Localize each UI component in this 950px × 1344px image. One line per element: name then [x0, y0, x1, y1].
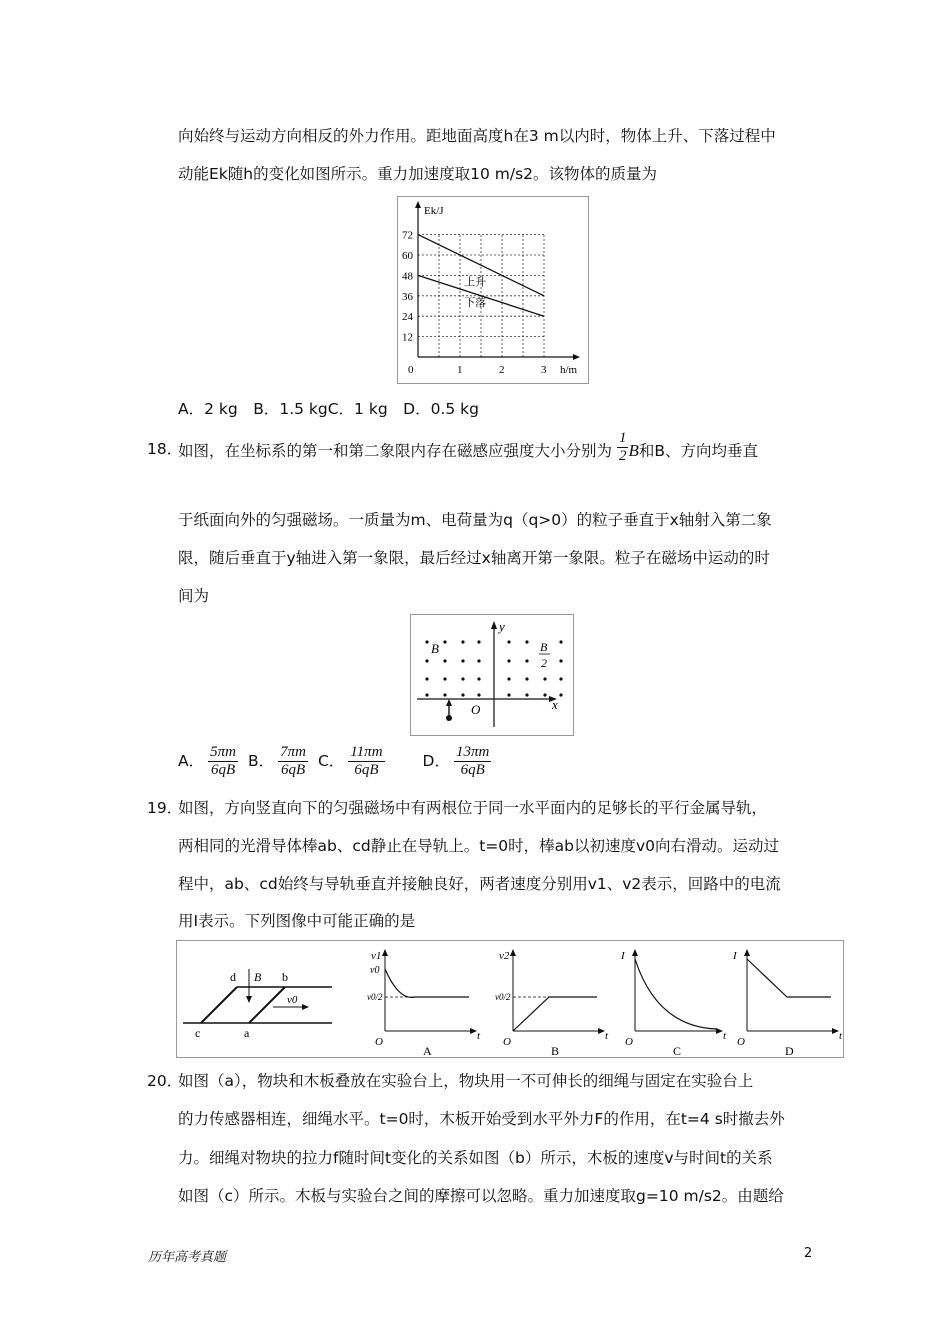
q19-text-line3: 程中，ab、cd始终与导轨垂直并接触良好，两者速度分别用v1、v2表示，回路中的电流 — [178, 875, 781, 893]
particle — [446, 715, 452, 721]
q18-text-line1 — [178, 430, 758, 465]
series-label-0: 上升 — [464, 276, 487, 289]
magnetic-field-svg — [411, 615, 573, 735]
y-tick-60: 60 — [402, 250, 413, 262]
footer-title: 历年高考真题 — [148, 1250, 227, 1265]
graph-origin-A: O — [375, 1036, 383, 1048]
half-fraction-den: 2 — [618, 448, 627, 464]
ek-x-arrow — [573, 354, 580, 360]
graph-x-label-D: t — [839, 1030, 843, 1042]
graph-option-label-D: D — [785, 1044, 794, 1057]
field-dot — [425, 693, 428, 696]
graph-d-curve — [747, 959, 831, 997]
particle-arrow — [446, 699, 452, 706]
field-dot — [525, 659, 528, 662]
q18-option-letter: D． — [422, 752, 450, 770]
q20-text-line1: 如图（a），物块和木板叠放在实验台上，物块用一不可伸长的细绳与固定在实验台上 — [178, 1072, 754, 1090]
q20-number: 20． — [147, 1072, 183, 1090]
q19-number: 19． — [147, 799, 183, 817]
graph-x-arrow-D — [832, 1028, 839, 1034]
q18-text-line3: 限，随后垂直于y轴进入第一象限，最后经过x轴离开第一象限。粒子在磁场中运动的时 — [178, 549, 770, 567]
q18-option-num: 5πm — [210, 744, 236, 760]
graph-origin-C: O — [625, 1036, 633, 1048]
label-b: b — [282, 970, 288, 984]
b-half-num: B — [540, 640, 548, 654]
q18-options — [178, 744, 495, 784]
field-dot — [425, 677, 428, 680]
graph-a-half: v0/2 — [367, 992, 383, 1002]
ek-h-chart-svg — [398, 197, 588, 383]
x-tick-2: 2 — [499, 364, 505, 376]
q18-option-den: 6qB — [280, 762, 306, 778]
graph-x-arrow-C — [716, 1028, 723, 1034]
x-tick-1: 1 — [457, 364, 463, 376]
graph-y-arrow-C — [632, 949, 638, 956]
field-dot — [461, 677, 464, 680]
field-dot — [461, 640, 464, 643]
field-dot — [559, 693, 562, 696]
graph-y-label-A: v1 — [371, 950, 382, 962]
field-b-arrowhead — [246, 996, 252, 1003]
field-dot — [461, 659, 464, 662]
field-dot — [525, 677, 528, 680]
q18-option-num: 11πm — [350, 744, 383, 760]
b-half-den: 2 — [541, 656, 547, 670]
label-a: a — [244, 1026, 250, 1040]
q18-option-den: 6qB — [354, 762, 379, 778]
y-tick-12: 12 — [402, 331, 413, 344]
field-dot — [525, 640, 528, 643]
q18-option-letter: C． — [317, 752, 345, 770]
graph-x-label-B: t — [605, 1030, 609, 1042]
rails-and-graphs-figure — [176, 940, 844, 1058]
rod-ab — [249, 987, 285, 1023]
q18-option-fraction — [278, 744, 308, 779]
field-dot — [507, 659, 510, 662]
graph-y-label-D: I — [733, 950, 737, 962]
graph-x-label-A: t — [477, 1030, 481, 1042]
graph-c-curve — [635, 959, 717, 1029]
field-dot — [443, 659, 446, 662]
graph-y-arrow-D — [744, 949, 750, 956]
field-dot — [425, 640, 428, 643]
q19-text-line4: 用I表示。下列图像中可能正确的是 — [178, 912, 416, 930]
ek-h-chart — [397, 196, 589, 384]
graph-x-label-C: t — [723, 1030, 727, 1042]
q18-text-line4: 间为 — [178, 587, 210, 605]
q20-text-line2: 的力传感器相连，细绳水平。t=0时，木板开始受到水平外力F的作用，在t=4 s时撤去外 — [178, 1110, 785, 1128]
graph-origin-B: O — [503, 1036, 511, 1048]
page-number: 2 — [804, 1246, 813, 1261]
graph-option-label-C: C — [673, 1044, 682, 1057]
x-tick-0: 0 — [408, 364, 414, 376]
v0-arrowhead — [302, 1004, 309, 1010]
q17-options: A．2 kg B．1.5 kgC．1 kg D．0.5 kg — [178, 400, 479, 418]
label-d: d — [230, 970, 236, 984]
label-c: c — [195, 1026, 201, 1040]
b-left-label: B — [431, 641, 439, 656]
field-dot — [507, 677, 510, 680]
y-tick-24: 24 — [402, 311, 413, 324]
graph-y-label-C: I — [621, 950, 625, 962]
field-dot — [477, 677, 480, 680]
q18-options-list — [178, 744, 495, 778]
option-graphs — [367, 949, 843, 1057]
x-tick-3: 3 — [541, 364, 547, 376]
magnetic-field-figure — [410, 614, 574, 736]
half-fraction — [617, 430, 629, 465]
label-field-b: B — [254, 970, 262, 984]
q18-text-line2: 于纸面向外的匀强磁场。一质量为m、电荷量为q（q>0）的粒子垂直于x轴射入第二象 — [178, 511, 772, 529]
ek-y-arrow — [415, 201, 421, 208]
x-label: x — [552, 697, 558, 712]
q20-text-line4: 如图（c）所示。木板与实验台之间的摩擦可以忽略。重力加速度取g=10 m/s2。由题给 — [178, 1187, 784, 1205]
graph-b-curve — [513, 997, 597, 1031]
field-dot — [477, 693, 480, 696]
graph-y-arrow-B — [510, 949, 516, 956]
graph-a-curve — [385, 969, 469, 997]
q18-option-num: 13πm — [455, 744, 490, 760]
graph-x-arrow-B — [598, 1028, 605, 1034]
graph-option-label-B: B — [551, 1044, 560, 1057]
q18-option-fraction — [208, 744, 238, 779]
q18-option-num: 7πm — [280, 744, 306, 760]
q18-line1-part-a: 如图，在坐标系的第一和第二象限内存在磁感应强度大小分别为 — [178, 442, 613, 460]
origin-label: O — [471, 702, 481, 717]
q18-line1-part-c: 和B、方向均垂直 — [638, 442, 758, 460]
y-tick-36: 36 — [402, 290, 413, 303]
y-tick-48: 48 — [402, 270, 413, 283]
field-dot — [443, 677, 446, 680]
field-dot — [559, 659, 562, 662]
q18-option-den: 6qB — [460, 762, 485, 778]
graph-a-v0: v0 — [370, 965, 380, 976]
q19-text-line2: 两相同的光滑导体棒ab、cd静止在导轨上。t=0时，棒ab以初速度v0向右滑动。运动过 — [178, 837, 779, 855]
q18-option-letter: B． — [247, 752, 275, 770]
field-dot — [543, 677, 546, 680]
series-label-1: 下落 — [464, 297, 487, 309]
ek-y-label: Ek/J — [424, 205, 444, 217]
q18-number: 18． — [147, 440, 183, 458]
field-dot — [525, 693, 528, 696]
y-tick-72: 72 — [402, 229, 413, 242]
field-dot — [477, 640, 480, 643]
field-dot — [559, 640, 562, 643]
half-fraction-num: 1 — [618, 430, 627, 446]
q18-line1-b: B — [628, 441, 639, 460]
graph-origin-D: O — [737, 1036, 745, 1048]
q18-option-letter: A． — [178, 752, 205, 770]
rails-and-graphs-svg — [177, 941, 843, 1057]
graph-y-arrow-A — [382, 949, 388, 956]
q20-text-line3: 力。细绳对物块的拉力f随时间t变化的关系如图（b）所示，木板的速度v与时间t的关系 — [178, 1149, 773, 1167]
field-dot — [507, 640, 510, 643]
field-dot — [477, 659, 480, 662]
field-dot — [559, 677, 562, 680]
field-dot — [443, 693, 446, 696]
field-dot — [507, 693, 510, 696]
field-dot — [425, 659, 428, 662]
ek-x-label: h/m — [560, 364, 578, 376]
q18-option-den: 6qB — [210, 762, 236, 778]
graph-x-arrow-A — [470, 1028, 477, 1034]
q17-text-line2: 动能Ek随h的变化如图所示。重力加速度取10 m/s2。该物体的质量为 — [178, 165, 658, 183]
field-dot — [443, 640, 446, 643]
graph-option-label-A: A — [423, 1044, 432, 1057]
y-axis-arrow — [491, 621, 497, 629]
rod-cd — [201, 987, 237, 1023]
field-dot — [461, 693, 464, 696]
graph-b-half: v0/2 — [495, 992, 511, 1002]
label-v0: v0 — [287, 994, 298, 1006]
field-dot — [543, 693, 546, 696]
q18-option-fraction — [348, 744, 384, 779]
graph-y-label-B: v2 — [499, 950, 510, 962]
q18-option-fraction — [454, 744, 491, 779]
q19-text-line1: 如图，方向竖直向下的匀强磁场中有两根位于同一水平面内的足够长的平行金属导轨， — [178, 799, 768, 817]
q17-text-line1: 向始终与运动方向相反的外力作用。距地面高度h在3 m以内时，物体上升、下落过程中 — [178, 127, 776, 145]
y-label: y — [499, 619, 505, 634]
